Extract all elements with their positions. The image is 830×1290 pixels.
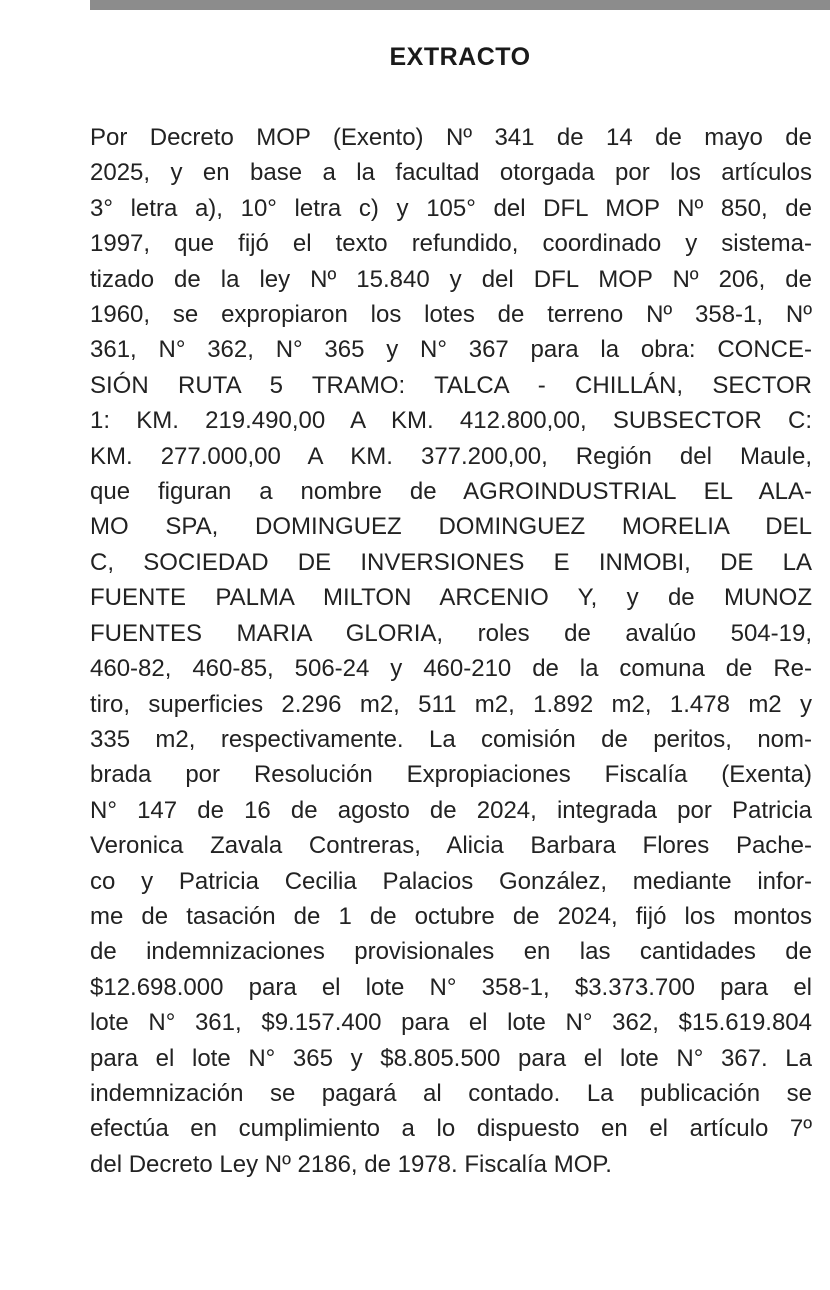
body-line: 1: KM. 219.490,00 A KM. 412.800,00, SUBSECTOR C:: [90, 407, 812, 435]
body-line: indemnización se pagará al contado. La publicación se: [90, 1079, 812, 1107]
body-line: 335 m2, respectivamente. La comisión de peritos, nom-: [90, 725, 812, 753]
body-line: tiro, superficies 2.296 m2, 511 m2, 1.892 m2, 1.478 m2 y: [90, 690, 812, 718]
body-line: 1997, que fijó el texto refundido, coordinado y sistema-: [90, 230, 812, 258]
body-line: del Decreto Ley Nº 2186, de 1978. Fiscalía MOP.: [90, 1150, 612, 1178]
body-line: $12.698.000 para el lote N° 358-1, $3.373.700 para el: [90, 973, 812, 1001]
body-line: C, SOCIEDAD DE INVERSIONES E INMOBI, DE LA: [90, 548, 812, 576]
body-line: 361, N° 362, N° 365 y N° 367 para la obra: CONCE-: [90, 336, 812, 364]
body-line: SIÓN RUTA 5 TRAMO: TALCA - CHILLÁN, SECTOR: [90, 371, 812, 399]
body-line: N° 147 de 16 de agosto de 2024, integrada por Patricia: [90, 796, 812, 824]
extract-body: [90, 120, 812, 1182]
document-title: EXTRACTO: [389, 43, 531, 71]
body-line: me de tasación de 1 de octubre de 2024, fijó los montos: [90, 902, 812, 930]
body-line: KM. 277.000,00 A KM. 377.200,00, Región del Maule,: [90, 442, 812, 470]
top-divider-bar: [90, 0, 830, 10]
body-line: 3° letra a), 10° letra c) y 105° del DFL MOP Nº 850, de: [90, 194, 812, 222]
body-line: para el lote N° 365 y $8.805.500 para el lote N° 367. La: [90, 1044, 812, 1072]
body-line: FUENTE PALMA MILTON ARCENIO Y, y de MUNOZ: [90, 584, 812, 612]
body-line: co y Patricia Cecilia Palacios González, mediante infor-: [90, 867, 812, 895]
body-line: 2025, y en base a la facultad otorgada por los artículos: [90, 159, 812, 187]
body-line: brada por Resolución Expropiaciones Fiscalía (Exenta): [90, 761, 812, 789]
body-line: 460-82, 460-85, 506-24 y 460-210 de la comuna de Re-: [90, 655, 812, 683]
body-line: MO SPA, DOMINGUEZ DOMINGUEZ MORELIA DEL: [90, 513, 812, 541]
body-line: tizado de la ley Nº 15.840 y del DFL MOP Nº 206, de: [90, 265, 812, 293]
body-line: que figuran a nombre de AGROINDUSTRIAL EL ALA-: [90, 478, 812, 506]
body-line: Por Decreto MOP (Exento) Nº 341 de 14 de mayo de: [90, 124, 812, 151]
body-line: FUENTES MARIA GLORIA, roles de avalúo 504-19,: [90, 619, 812, 647]
body-line: efectúa en cumplimiento a lo dispuesto en el artículo 7º: [90, 1115, 812, 1143]
body-line: de indemnizaciones provisionales en las cantidades de: [90, 938, 812, 966]
body-line: 1960, se expropiaron los lotes de terreno Nº 358-1, Nº: [90, 301, 812, 329]
body-line: lote N° 361, $9.157.400 para el lote N° 362, $15.619.804: [90, 1009, 812, 1037]
body-line: Veronica Zavala Contreras, Alicia Barbara Flores Pache-: [90, 832, 812, 860]
